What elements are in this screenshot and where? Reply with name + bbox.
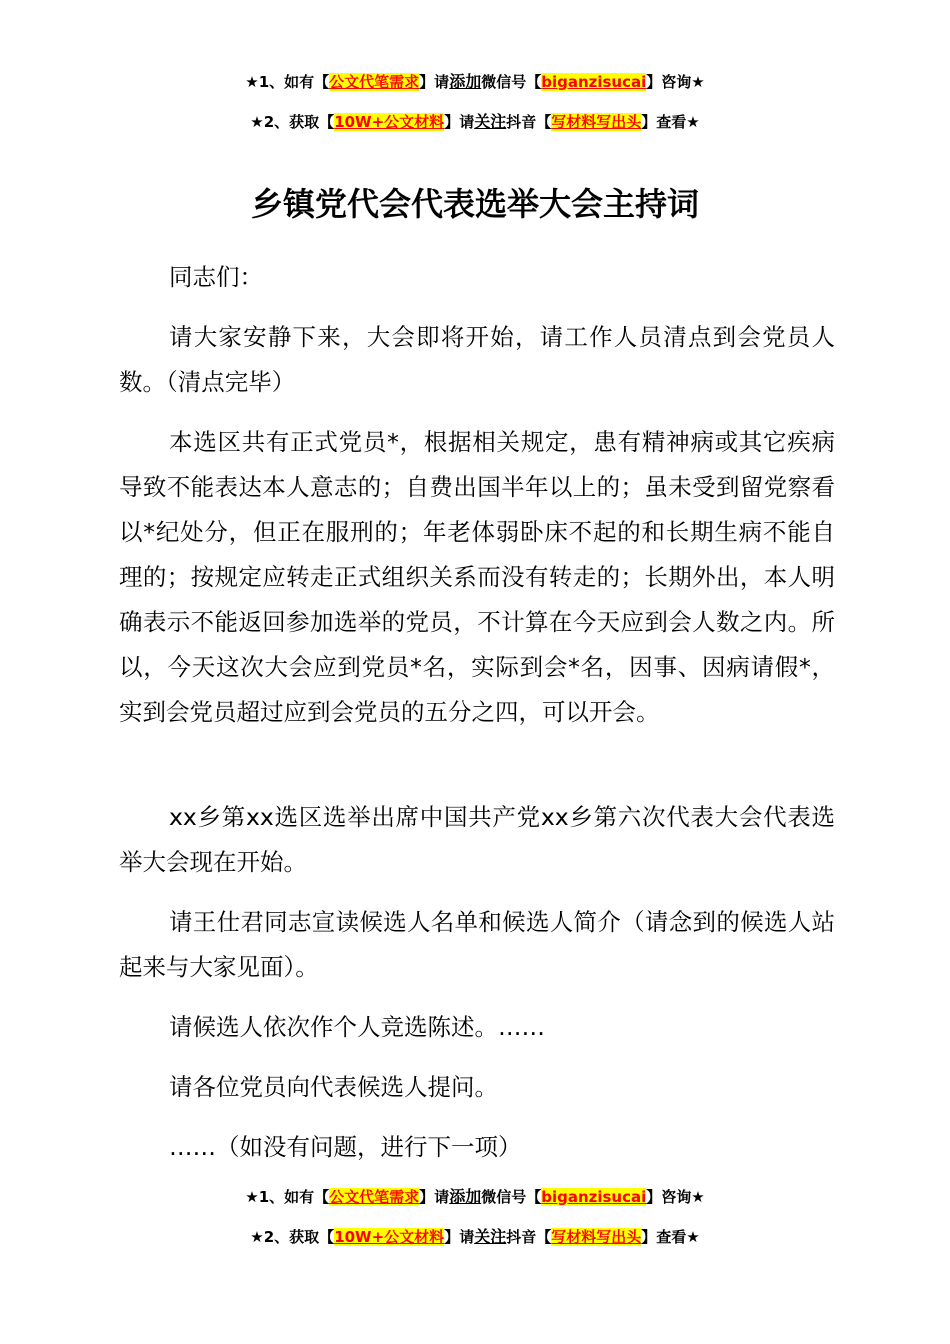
underlined-add: 添加 [449, 72, 482, 91]
highlight-douyin: 写材料写出头 [551, 113, 642, 131]
banner-text: ★1、如有【 [245, 73, 330, 91]
banner-text: 微信号【 [481, 73, 542, 91]
highlight-wechat-id: biganzisucai [541, 73, 647, 91]
banner-text: 】咨询★ [646, 73, 705, 91]
banner-text: 微信号【 [481, 1188, 542, 1206]
banner-text: 】请 [419, 73, 450, 91]
underlined-follow: 关注 [474, 1227, 507, 1246]
highlight-materials: 10W+公文材料 [334, 113, 445, 131]
paragraph-next: ……（如没有问题，进行下一项） [169, 1133, 522, 1161]
highlight-douyin: 写材料写出头 [551, 1228, 642, 1246]
underlined-add: 添加 [449, 1187, 482, 1206]
footer-banner-line-2 [0, 1227, 950, 1247]
paragraph-greeting: 同志们： [169, 263, 263, 291]
highlight-service: 公文代笔需求 [329, 73, 420, 91]
banner-text: ★2、获取【 [250, 113, 335, 131]
banner-text: ★2、获取【 [250, 1228, 335, 1246]
highlight-service: 公文代笔需求 [329, 1188, 420, 1206]
paragraph-start: xx乡第xx选区选举出席中国共产党xx乡第六次代表大会代表选举大会现在开始。 [119, 803, 835, 876]
banner-text: 】请 [444, 113, 475, 131]
document-title: 乡镇党代会代表选举大会主持词 [250, 185, 699, 223]
highlight-wechat-id: biganzisucai [541, 1188, 647, 1206]
banner-text: 】请 [444, 1228, 475, 1246]
paragraph-attendance: 本选区共有正式党员*，根据相关规定，患有精神病或其它疾病导致不能表达本人意志的；自费出国半年以上的；虽未受到留党察看以*纪处分，但正在服刑的；年老体弱卧床不起的和长期生病不能自理的；按规定应转走正式组织关系而没有转走的；长期外出，本人明确表示不能返回参加选举的党员，不计算在今天应到会人数之内。所以，今天这次大会应到党员*名，实际到会*名，因事、因病请假*，实到会党员超过应到会党员的五分之四，可以开会。 [119, 428, 835, 726]
banner-text: 】查看★ [641, 113, 700, 131]
underlined-follow: 关注 [474, 112, 507, 131]
header-banner-line-2 [0, 112, 950, 132]
paragraph-opening: 请大家安静下来，大会即将开始，请工作人员清点到会党员人数。（清点完毕） [119, 323, 835, 396]
banner-text: 】请 [419, 1188, 450, 1206]
banner-text: 】咨询★ [646, 1188, 705, 1206]
banner-text: ★1、如有【 [245, 1188, 330, 1206]
footer-banner-line-1 [0, 1187, 950, 1207]
banner-text: 抖音【 [506, 113, 552, 131]
paragraph-statements: 请候选人依次作个人竞选陈述。…… [169, 1013, 545, 1041]
paragraph-questions: 请各位党员向代表候选人提问。 [169, 1073, 498, 1101]
highlight-materials: 10W+公文材料 [334, 1228, 445, 1246]
paragraph-candidates: 请王仕君同志宣读候选人名单和候选人简介（请念到的候选人站起来与大家见面）。 [119, 908, 835, 981]
header-banner-line-1 [0, 72, 950, 92]
banner-text: 抖音【 [506, 1228, 552, 1246]
banner-text: 】查看★ [641, 1228, 700, 1246]
